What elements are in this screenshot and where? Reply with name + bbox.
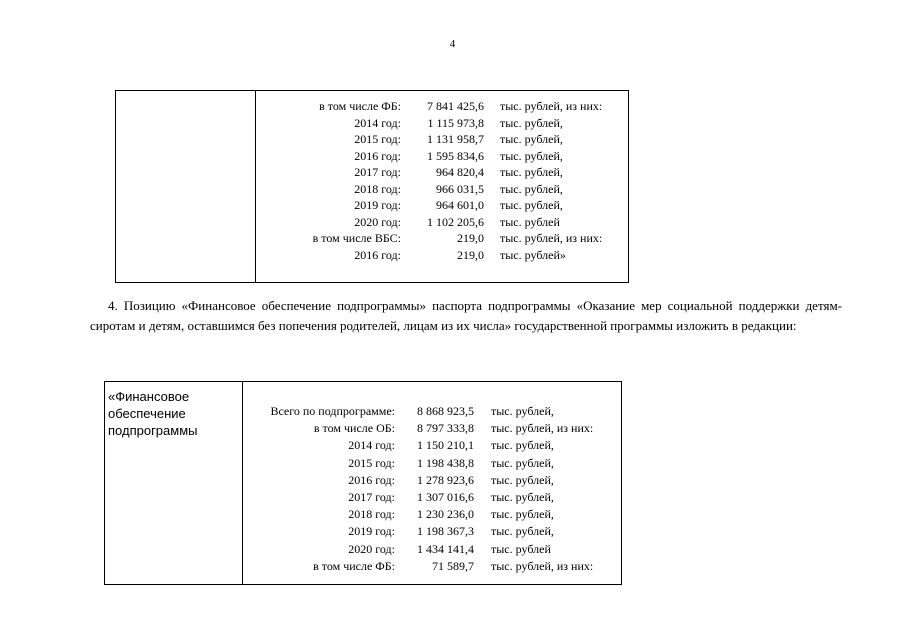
row-amount: 966 031,5	[436, 181, 484, 196]
row-label: 2014 год:	[354, 115, 401, 130]
row-amount: 1 230 236,0	[417, 507, 474, 522]
amendment-paragraph: 4. Позицию «Финансовое обеспечение подпрограммы» паспорта подпрограммы «Оказание мер социальной поддержки детям-сиротам и детям, оставшимся без попечения родителей, лицам из их числа» государственной программы изложить в редакции:	[90, 298, 842, 333]
row-amount: 964 820,4	[436, 165, 484, 179]
row-label: 2015 год:	[348, 455, 395, 470]
table-row	[105, 489, 621, 505]
row-label: в том числе ФБ:	[313, 558, 395, 573]
table-row	[105, 437, 621, 453]
table-row	[116, 131, 628, 147]
row-unit: тыс. рублей	[500, 214, 560, 229]
table-row	[116, 98, 628, 114]
row-amount: 1 198 438,8	[417, 455, 474, 470]
row-unit: тыс. рублей,	[500, 132, 563, 146]
financing-table-continued	[115, 90, 629, 283]
row-amount: 1 278 923,6	[417, 472, 474, 487]
financing-table-new	[104, 381, 622, 585]
row-unit: тыс. рублей,	[491, 472, 554, 487]
row-amount: 71 589,7	[432, 558, 474, 573]
row-unit: тыс. рублей,	[491, 455, 554, 470]
row-amount: 1 150 210,1	[417, 438, 474, 453]
table-row	[116, 181, 628, 197]
row-amount: 1 131 958,7	[427, 132, 484, 146]
row-label: 2020 год:	[348, 541, 395, 556]
row-unit: тыс. рублей, из них:	[491, 421, 594, 436]
table-row	[105, 506, 621, 522]
page-number: 4	[449, 38, 456, 50]
table-row	[116, 230, 628, 246]
table-row	[116, 197, 628, 213]
row-label: 2019 год:	[354, 198, 401, 212]
row-label: в том числе ВБС:	[312, 231, 401, 245]
row-label: 2019 год:	[348, 524, 395, 539]
table-row	[105, 523, 621, 539]
row-unit: тыс. рублей,	[500, 181, 563, 196]
row-unit: тыс. рублей,	[500, 148, 563, 163]
row-amount: 8 797 333,8	[417, 421, 474, 436]
row-label: 2015 год:	[354, 132, 401, 146]
table-row	[105, 472, 621, 488]
row-unit: тыс. рублей»	[500, 247, 566, 262]
row-label: 2017 год:	[354, 165, 401, 179]
row-amount: 964 601,0	[436, 198, 484, 212]
row-amount: 1 595 834,6	[427, 148, 484, 163]
row-unit: тыс. рублей,	[491, 438, 554, 453]
table-row	[116, 214, 628, 230]
row-amount: 1 102 205,6	[427, 214, 484, 229]
row-unit: тыс. рублей, из них:	[500, 231, 603, 245]
row-label: 2016 год:	[348, 472, 395, 487]
row-label: 2016 год:	[354, 247, 401, 262]
table-row	[105, 455, 621, 471]
row-amount: 7 841 425,6	[427, 99, 484, 113]
row-unit: тыс. рублей, из них:	[491, 558, 594, 573]
row-amount: 1 115 973,8	[427, 115, 484, 130]
table-row	[105, 420, 621, 436]
table-row	[105, 558, 621, 574]
row-amount: 219,0	[457, 231, 484, 245]
row-label: 2018 год:	[354, 181, 401, 196]
row-label: 2018 год:	[348, 507, 395, 522]
row-amount: 1 307 016,6	[417, 490, 474, 504]
table-row	[105, 403, 621, 419]
table-left-label: «Финансовое обеспечение подпрограммы	[108, 389, 198, 438]
table-row	[116, 115, 628, 131]
row-label: в том числе ФБ:	[319, 99, 401, 113]
row-label: Всего по подпрограмме:	[270, 404, 395, 418]
table-row	[105, 541, 621, 557]
table-row	[116, 148, 628, 164]
row-amount: 1 434 141,4	[417, 541, 474, 556]
row-unit: тыс. рублей,	[491, 507, 554, 522]
row-amount: 1 198 367,3	[417, 524, 474, 539]
row-unit: тыс. рублей	[491, 541, 551, 556]
row-label: 2017 год:	[348, 490, 395, 504]
row-amount: 8 868 923,5	[417, 404, 474, 418]
row-unit: тыс. рублей,	[491, 490, 554, 504]
row-unit: тыс. рублей,	[491, 404, 554, 418]
table-row	[116, 247, 628, 263]
row-unit: тыс. рублей,	[500, 165, 563, 179]
row-unit: тыс. рублей,	[500, 198, 563, 212]
table-row	[116, 164, 628, 180]
row-amount: 219,0	[457, 247, 484, 262]
row-label: 2014 год:	[348, 438, 395, 453]
row-unit: тыс. рублей,	[500, 115, 563, 130]
row-label: 2016 год:	[354, 148, 401, 163]
row-label: в том числе ОБ:	[313, 421, 395, 436]
row-unit: тыс. рублей,	[491, 524, 554, 539]
row-unit: тыс. рублей, из них:	[500, 99, 603, 113]
row-label: 2020 год:	[354, 214, 401, 229]
